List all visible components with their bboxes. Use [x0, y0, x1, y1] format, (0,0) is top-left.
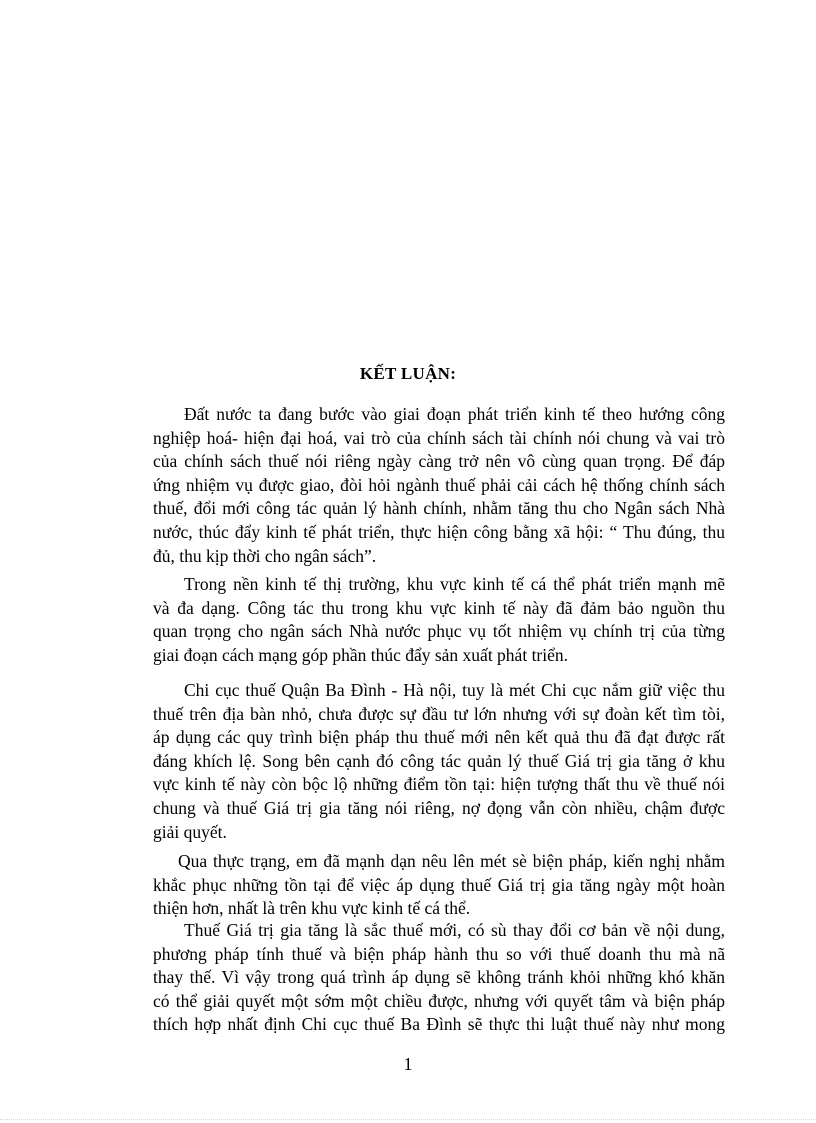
paragraph-line: chung và thuế Giá trị gia tăng nói riêng, nợ đọng vẫn còn nhiều, chậm được [153, 797, 725, 818]
paragraph-market-economy [153, 573, 725, 667]
paragraph-line: áp dụng các quy trình biện pháp thu thuế mới nên kết quả thu đã đạt được rất [153, 727, 725, 748]
paragraph-line: và đa dạng. Công tác thu trong khu vực kinh tế này đã đảm bảo nguồn thu [153, 597, 725, 618]
paragraph-line: của chính sách thuế nói riêng ngày càng trở nên vô cùng quan trọng. Để đáp [153, 451, 725, 472]
paragraph-line: thay thế. Vì vậy trong quá trình áp dụng sẽ không tránh khỏi những khó khăn [153, 967, 725, 988]
paragraph-vat [153, 919, 725, 1037]
paragraph-line: Chi cục thuế Quận Ba Đình - Hà nội, tuy là mét Chi cục nắm giữ việc thu [184, 680, 725, 700]
page-bottom-edge [0, 1119, 816, 1120]
section-heading: KẾT LUẬN: [359, 364, 457, 383]
paragraph-line: giải quyết. [153, 821, 227, 842]
paragraph-line: Qua thực trạng, em đã mạnh dạn nêu lên mét sè biện pháp, kiến nghị nhằm [178, 851, 725, 871]
paragraph-line: giai đoạn cách mạng góp phần thúc đẩy sản xuất phát triển. [153, 644, 569, 665]
paragraph-line: Trong nền kinh tế thị trường, khu vực kinh tế cá thể phát triển mạnh mẽ [184, 574, 725, 594]
paragraph-line: Đất nước ta đang bước vào giai đoạn phát triển kinh tế theo hướng công [184, 404, 725, 424]
paragraph-line: quan trọng cho ngân sách Nhà nước phục vụ tốt nhiệm vụ chính trị của từng [153, 621, 725, 642]
paragraph-line: thuế trên địa bàn nhỏ, chưa được sự đầu tư lớn nhưng với sự đoàn kết tìm tòi, [153, 703, 725, 724]
paragraph-line: đáng khích lệ. Song bên cạnh đó công tác quản lý thuế Giá trị gia tăng ở khu [153, 750, 725, 771]
paragraph-line: đủ, thu kịp thời cho ngân sách”. [153, 545, 377, 566]
paragraph-line: vực kinh tế này còn bộc lộ những điểm tồn tại: hiện tượng thất thu về thuế nói [153, 774, 725, 795]
paragraph-line: Thuế Giá trị gia tăng là sắc thuế mới, có sù thay đổi cơ bản về nội dung, [184, 920, 725, 940]
paragraph-line: nghiệp hoá- hiện đại hoá, vai trò của chính sách tài chính nói chung và vai trò [153, 427, 725, 448]
paragraph-line: thuế, đổi mới công tác quản lý hành chính, nhằm tăng thu cho Ngân sách Nhà [153, 498, 725, 519]
paragraph-proposals [153, 850, 725, 921]
paragraph-line: ứng nhiệm vụ được giao, đòi hỏi ngành thuế phải cải cách hệ thống chính sách [153, 474, 725, 495]
page-number: 1 [403, 1054, 413, 1074]
paragraph-line: khắc phục những tồn tại để việc áp dụng thuế Giá trị gia tăng ngày một hoàn [153, 874, 725, 895]
paragraph-line: phương pháp tính thuế và biện pháp hành thu so với thuế doanh thu mà nã [153, 943, 725, 964]
paragraph-line: thích hợp nhất định Chi cục thuế Ba Đình sẽ thực thi luật thuế này như mong [153, 1014, 725, 1035]
paragraph-intro [153, 403, 725, 568]
paragraph-tax-office [153, 679, 725, 844]
paragraph-line: thiện hơn, nhất là trên khu vực kinh tế cá thể. [153, 898, 471, 919]
paragraph-line: nước, thúc đẩy kinh tế phát triển, thực hiện công bằng xã hội: “ Thu đúng, thu [153, 521, 725, 542]
paragraph-line: có thể giải quyết một sớm một chiều được, nhưng với quyết tâm và biện pháp [153, 990, 725, 1011]
